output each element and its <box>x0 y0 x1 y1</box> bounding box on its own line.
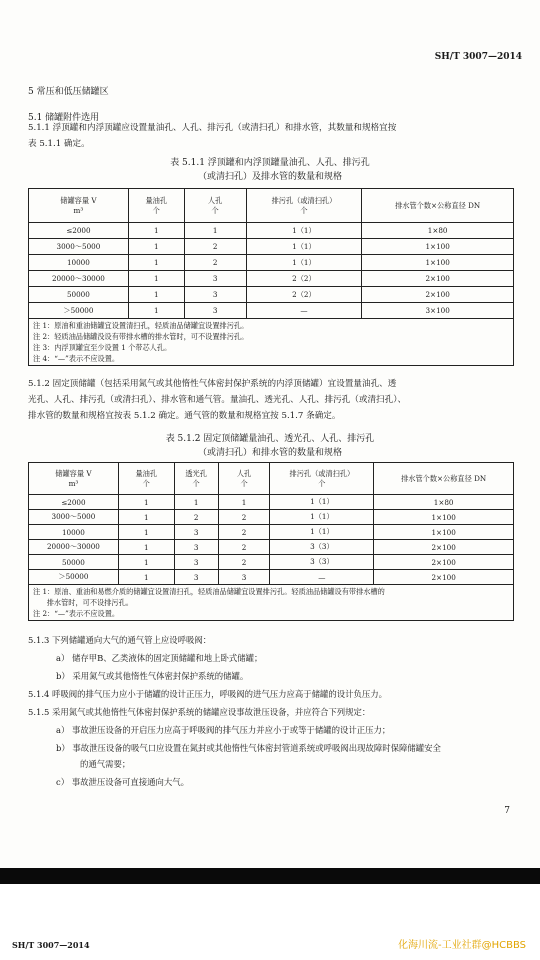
table-cell: 3 <box>184 303 246 319</box>
table-cell: 2×100 <box>362 271 514 287</box>
column-header: 排污孔（或清扫孔） 个 <box>246 189 362 223</box>
table-cell: 1×80 <box>374 495 514 510</box>
clause-5-1-4: 5.1.4 呼吸阀的排气压力应小于储罐的设计正压力，呼吸阀的进气压力应高于储罐的设计负压力。 <box>28 689 387 699</box>
table-cell: 3 <box>184 271 246 287</box>
table-cell: 1（1） <box>270 525 374 540</box>
table-cell: 2 <box>184 255 246 271</box>
table-cell: 1 <box>118 495 174 510</box>
list-item: a） 事故泄压设备的开启压力应高于呼吸阀的排气压力并应小于或等于储罐的设计正压力； <box>56 725 391 735</box>
table-cell: ＞50000 <box>29 570 119 585</box>
table-cell: 1 <box>128 271 184 287</box>
table-5-1-2 <box>28 462 514 621</box>
table-cell: 1 <box>184 223 246 239</box>
table-cell: 2 <box>184 239 246 255</box>
table-cell: 1×100 <box>362 239 514 255</box>
table-note: 注 2：“—”表示不应设置。 <box>33 609 120 618</box>
clause-text: 5.1.2 固定顶储罐（包括采用氮气或其他惰性气体密封保护系统的内浮顶储罐）宜设置量油孔、透 <box>28 379 397 389</box>
table-cell: 2 <box>174 510 218 525</box>
table-cell: ≤2000 <box>29 495 119 510</box>
table2-caption <box>0 432 540 460</box>
table-cell: 1（1） <box>246 223 362 239</box>
table-row <box>29 255 514 271</box>
table-row <box>29 223 514 239</box>
table-cell: 1 <box>118 540 174 555</box>
clause-text: 光孔、人孔、排污孔（或清扫孔）、排水管和通气管。量油孔、透光孔、人孔、排污孔（或清扫孔）、 <box>28 395 407 405</box>
table-cell: 2×100 <box>374 540 514 555</box>
list-item: c） 事故泄压设备可直接通向大气。 <box>56 777 189 787</box>
clause-5-1-3: 5.1.3 下列储罐通向大气的通气管上应设呼吸阀： <box>28 635 212 645</box>
watermark-text: 化海川流-工业社群@HCBBS <box>397 940 526 951</box>
footer-doc-code: SH/T 3007—2014 <box>12 940 90 950</box>
table-note: 排水管时，可不设排污孔。 <box>33 598 133 607</box>
table-row <box>29 570 514 585</box>
caption-line: 表 5.1.1 浮顶罐和内浮顶罐量油孔、人孔、排污孔 <box>170 158 370 168</box>
table-cell: 3000～5000 <box>29 510 119 525</box>
table-cell: 1×100 <box>374 525 514 540</box>
list-item: b） 事故泄压设备的吸气口应设置在氮封或其他惰性气体密封管道系统或呼吸阀出现故障时保障储罐安全 <box>56 743 441 753</box>
column-header: 人孔 个 <box>218 463 270 495</box>
table-cell: 50000 <box>29 287 129 303</box>
table-cell: 3 <box>218 570 270 585</box>
table-cell: 3 <box>174 525 218 540</box>
table-cell: 1 <box>128 287 184 303</box>
table-cell: 1 <box>118 570 174 585</box>
clause-text: 表 5.1.1 确定。 <box>28 139 90 149</box>
table-5-1-1 <box>28 188 514 366</box>
caption-line: 表 5.1.2 固定顶储罐量油孔、透光孔、人孔、排污孔 <box>165 434 375 444</box>
clause-5-1-5: 5.1.5 采用氮气或其他惰性气体密封保护系统的储罐应设事故泄压设备，并应符合下列规定： <box>28 707 371 717</box>
column-header: 人孔 个 <box>184 189 246 223</box>
column-header: 排水管个数×公称直径 DN <box>374 463 514 495</box>
table-cell: 1 <box>218 495 270 510</box>
clause-text: 5.1.1 浮顶罐和内浮顶罐应设置量油孔、人孔、排污孔（或清扫孔）和排水管，其数量和规格宜按 <box>28 123 397 133</box>
table-cell: 50000 <box>29 555 119 570</box>
page-number: 7 <box>504 806 510 816</box>
column-header: 量油孔 个 <box>118 463 174 495</box>
table-cell: — <box>270 570 374 585</box>
caption-line: （或清扫孔）及排水管的数量和规格 <box>197 172 342 182</box>
column-header: 排污孔（或清扫孔） 个 <box>270 463 374 495</box>
table-cell: 3（3） <box>270 540 374 555</box>
header-doc-code: SH/T 3007—2014 <box>434 52 522 62</box>
table-row <box>29 303 514 319</box>
table-cell: 3 <box>174 540 218 555</box>
table-cell: 3000～5000 <box>29 239 129 255</box>
table-cell: 2 <box>218 555 270 570</box>
table-cell: 20000～30000 <box>29 540 119 555</box>
caption-line: （或清扫孔）和排水管的数量和规格 <box>197 448 342 458</box>
table-row <box>29 239 514 255</box>
table-cell: 2（2） <box>246 271 362 287</box>
table-cell: 2 <box>218 540 270 555</box>
table-note: 注 4：“—”表示不应设置。 <box>33 354 120 363</box>
table-cell: 2×100 <box>374 570 514 585</box>
clause-5-1-1 <box>28 120 518 152</box>
table-cell: 3 <box>174 555 218 570</box>
page-divider-band <box>0 868 540 884</box>
table-row <box>29 525 514 540</box>
table-cell: 2 <box>218 525 270 540</box>
column-header: 透光孔 个 <box>174 463 218 495</box>
table-cell: 10000 <box>29 255 129 271</box>
table-note: 注 2：轻质油品储罐没设有带排水槽的排水管时，可不设置排污孔。 <box>33 332 249 341</box>
table1-notes <box>29 319 514 366</box>
subsection-title: 5.1 储罐附件选用 <box>28 113 100 123</box>
table-cell: 3（3） <box>270 555 374 570</box>
section-title: 5 常压和低压储罐区 <box>28 87 109 97</box>
table-cell: 1 <box>128 303 184 319</box>
table-cell: 2×100 <box>374 555 514 570</box>
table-cell: 3×100 <box>362 303 514 319</box>
table-cell: 1 <box>118 525 174 540</box>
list-item-cont: 的通气需要； <box>80 759 131 769</box>
table2-notes <box>29 585 514 621</box>
table-cell: 1（1） <box>246 255 362 271</box>
table-cell: 3 <box>184 287 246 303</box>
table-cell: ≤2000 <box>29 223 129 239</box>
table-cell: 2 <box>218 510 270 525</box>
column-header: 储罐容量 V m³ <box>29 189 129 223</box>
table-note: 注 1：原油和重油储罐宜设置清扫孔，轻质油品储罐宜设置排污孔。 <box>33 321 249 330</box>
table-cell: 1 <box>128 255 184 271</box>
table-cell: 1（1） <box>270 495 374 510</box>
table-cell: 1 <box>118 555 174 570</box>
table-row <box>29 271 514 287</box>
list-item: b） 采用氮气或其他惰性气体密封保护系统的储罐。 <box>56 671 249 681</box>
table-cell: 1×80 <box>362 223 514 239</box>
table-note: 注 3：内浮顶罐宜至少设置 1 个带芯人孔。 <box>33 343 172 352</box>
table-cell: 1×100 <box>362 255 514 271</box>
clause-5-1-2 <box>28 376 518 424</box>
table-cell: 1（1） <box>270 510 374 525</box>
table-cell: — <box>246 303 362 319</box>
table-cell: 1 <box>118 510 174 525</box>
table1-caption <box>0 156 540 184</box>
table-row <box>29 510 514 525</box>
table-cell: 2×100 <box>362 287 514 303</box>
table-cell: 2（2） <box>246 287 362 303</box>
table-cell: 3 <box>174 570 218 585</box>
table-cell: 1 <box>174 495 218 510</box>
column-header: 量油孔 个 <box>128 189 184 223</box>
column-header: 排水管个数×公称直径 DN <box>362 189 514 223</box>
table-row <box>29 287 514 303</box>
table-cell: 1（1） <box>246 239 362 255</box>
table-row <box>29 495 514 510</box>
table-row <box>29 555 514 570</box>
table-row <box>29 540 514 555</box>
clause-text: 排水管的数量和规格宜按表 5.1.2 确定。通气管的数量和规格宜按 5.1.7 条确定。 <box>28 411 341 421</box>
table-cell: 1 <box>128 223 184 239</box>
column-header: 储罐容量 V m³ <box>29 463 119 495</box>
table-note: 注 1：原油、重油和易燃介质的储罐宜设置清扫孔，轻质油品储罐宜设置排污孔。轻质油品储罐设有带排水槽的 <box>33 587 385 596</box>
table-cell: 1×100 <box>374 510 514 525</box>
table-cell: 1 <box>128 239 184 255</box>
list-item: a） 储存甲B、乙类液体的固定顶储罐和地上卧式储罐； <box>56 653 263 663</box>
table-cell: 20000～30000 <box>29 271 129 287</box>
table-cell: ＞50000 <box>29 303 129 319</box>
table-cell: 10000 <box>29 525 119 540</box>
